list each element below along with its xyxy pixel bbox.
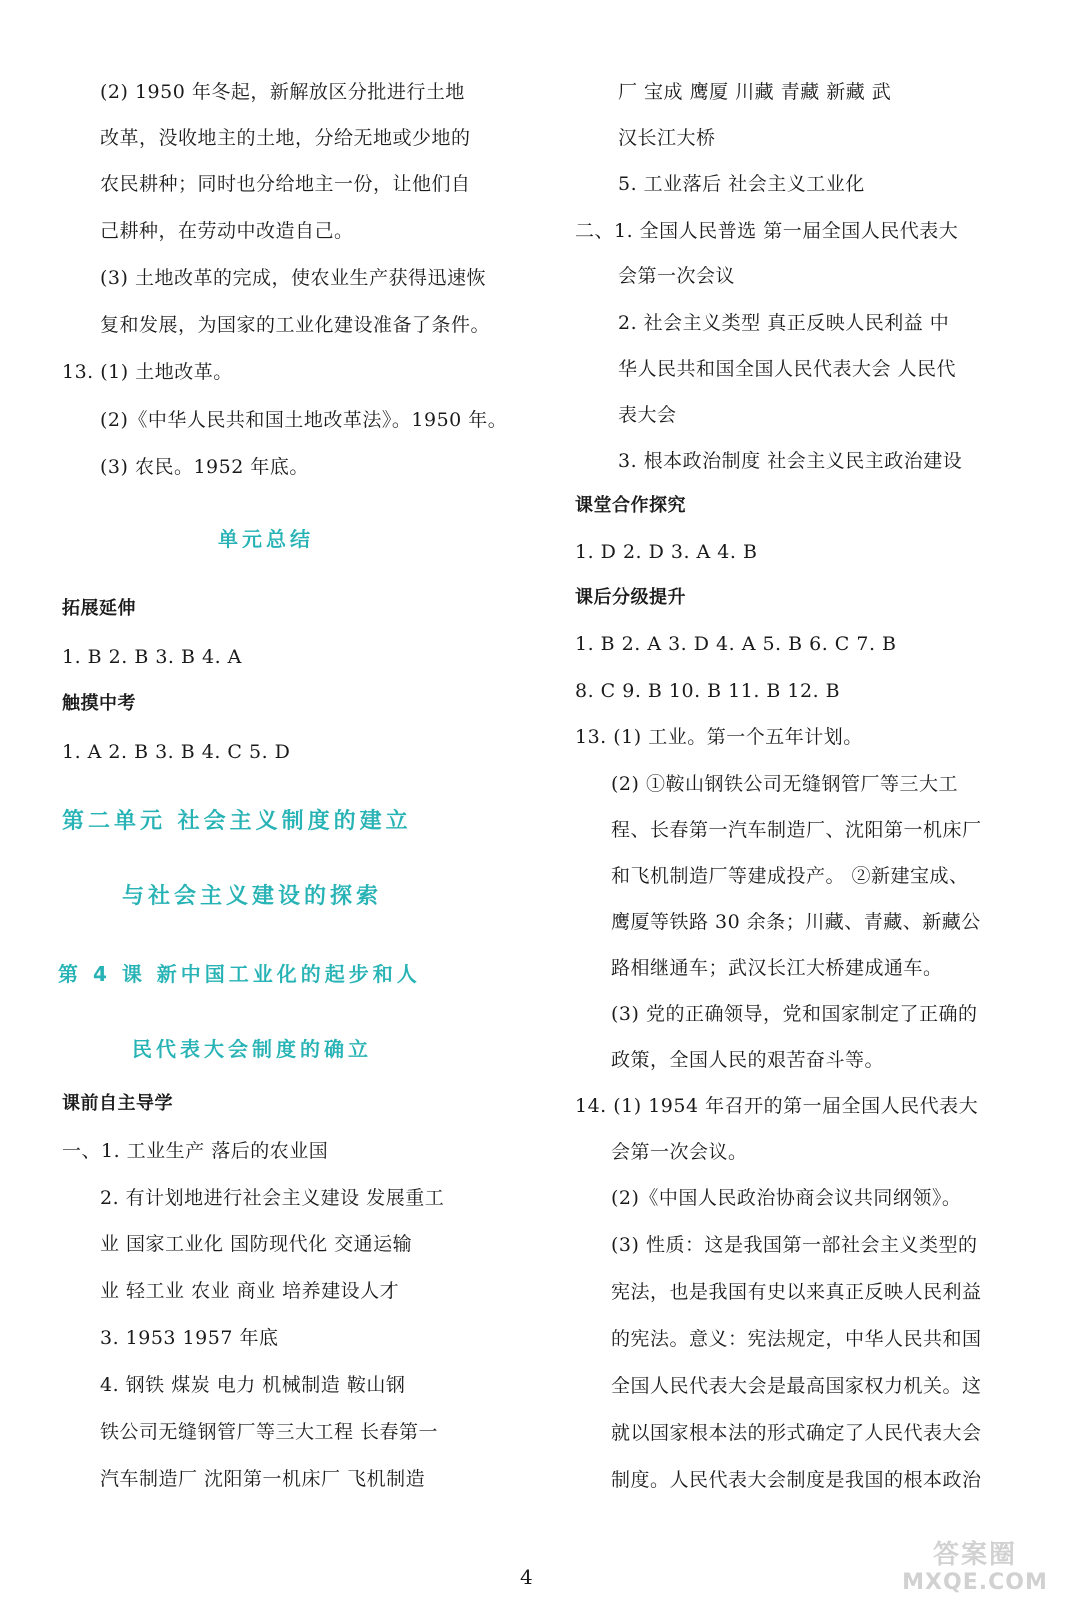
- answer-line: 1. A 2. B 3. B 4. C 5. D: [62, 741, 291, 763]
- answer-line: 1. D 2. D 3. A 4. B: [575, 541, 758, 563]
- answer-line: 全国人民代表大会是最高国家权力机关。这: [611, 1375, 982, 1397]
- section-heading-extend: 拓展延伸: [62, 598, 136, 619]
- answer-line: 铁公司无缝钢管厂等三大工程 长春第一: [100, 1421, 439, 1443]
- answer-line: 华人民共和国全国人民代表大会 人民代: [618, 358, 957, 380]
- answer-line: (2)《中华人民共和国土地改革法》。1950 年。: [100, 409, 508, 431]
- answer-line: 2. 社会主义类型 真正反映人民利益 中: [618, 312, 950, 334]
- answer-line: 的宪法。意义：宪法规定，中华人民共和国: [611, 1328, 982, 1350]
- answer-line: 就以国家根本法的形式确定了人民代表大会: [611, 1422, 982, 1444]
- answer-line: (3) 农民。1952 年底。: [100, 456, 309, 478]
- answer-line: 农民耕种；同时也分给地主一份，让他们自: [100, 173, 471, 195]
- answer-line: 2. 有计划地进行社会主义建设 发展重工: [100, 1187, 445, 1209]
- answer-line: (3) 性质：这是我国第一部社会主义类型的: [611, 1234, 978, 1256]
- section-heading-coop: 课堂合作探究: [575, 495, 686, 516]
- answer-line: 路相继通车；武汉长江大桥建成通车。: [611, 957, 943, 979]
- unit-title: 第二单元 社会主义制度的建立: [62, 809, 412, 834]
- answer-line: 13. (1) 工业。第一个五年计划。: [575, 726, 863, 748]
- answer-line: 14. (1) 1954 年召开的第一届全国人民代表大: [575, 1095, 979, 1117]
- answer-line: 汉长江大桥: [618, 127, 716, 149]
- answer-line: 1. B 2. A 3. D 4. A 5. B 6. C 7. B: [575, 633, 897, 655]
- answer-line: 鹰厦等铁路 30 余条；川藏、青藏、新藏公: [611, 911, 981, 933]
- answer-line: 13. (1) 土地改革。: [62, 361, 233, 383]
- answer-line: 政策，全国人民的艰苦奋斗等。: [611, 1049, 885, 1071]
- answer-line: 复和发展，为国家的工业化建设准备了条件。: [100, 314, 491, 336]
- answer-line: 厂 宝成 鹰厦 川藏 青藏 新藏 武: [618, 81, 892, 103]
- answer-line: (3) 党的正确领导，党和国家制定了正确的: [611, 1003, 978, 1025]
- answer-line: 1. B 2. B 3. B 4. A: [62, 646, 242, 668]
- page-number: 4: [520, 1565, 533, 1589]
- answer-line: (2) ①鞍山钢铁公司无缝钢管厂等三大工: [611, 773, 958, 795]
- answer-line: 3. 根本政治制度 社会主义民主政治建设: [618, 450, 963, 472]
- answer-line: 改革，没收地主的土地，分给无地或少地的: [100, 127, 471, 149]
- lesson-title: 第 4 课 新中国工业化的起步和人: [58, 962, 421, 986]
- answer-line: 5. 工业落后 社会主义工业化: [618, 173, 865, 195]
- answer-line: 程、长春第一汽车制造厂、沈阳第一机床厂: [611, 819, 982, 841]
- answer-line: 会第一次会议: [618, 265, 736, 287]
- answer-line: 己耕种，在劳动中改造自己。: [100, 220, 354, 242]
- section-heading-preview: 课前自主导学: [62, 1093, 173, 1114]
- answer-line: 会第一次会议。: [611, 1141, 748, 1163]
- answer-line: 一、1. 工业生产 落后的农业国: [62, 1140, 329, 1162]
- answer-line: 8. C 9. B 10. B 11. B 12. B: [575, 680, 841, 702]
- lesson-title: 民代表大会制度的确立: [132, 1037, 372, 1061]
- watermark-logo-text: 答案圈: [932, 1540, 1017, 1570]
- answer-line: 二、1. 全国人民普选 第一届全国人民代表大: [575, 220, 959, 242]
- answer-line: (2) 1950 年冬起，新解放区分批进行土地: [100, 81, 465, 103]
- answer-line: 业 国家工业化 国防现代化 交通运输: [100, 1233, 413, 1255]
- answer-line: 和飞机制造厂等建成投产。 ②新建宝成、: [611, 865, 969, 887]
- answer-line: 汽车制造厂 沈阳第一机床厂 飞机制造: [100, 1468, 426, 1490]
- answer-line: 3. 1953 1957 年底: [100, 1327, 279, 1349]
- section-heading-after: 课后分级提升: [575, 587, 686, 608]
- watermark-logo: [880, 1540, 1070, 1598]
- answer-line: 宪法，也是我国有史以来真正反映人民利益: [611, 1281, 982, 1303]
- answer-line: (2)《中国人民政治协商会议共同纲领》。: [611, 1187, 962, 1209]
- watermark-site-text: MXQE.COM: [902, 1570, 1048, 1595]
- answer-line: 业 轻工业 农业 商业 培养建设人才: [100, 1280, 400, 1302]
- answer-line: 4. 钢铁 煤炭 电力 机械制造 鞍山钢: [100, 1374, 406, 1396]
- answer-line: (3) 土地改革的完成，使农业生产获得迅速恢: [100, 267, 486, 289]
- answer-line: 制度。人民代表大会制度是我国的根本政治: [611, 1469, 982, 1491]
- section-heading-exam: 触摸中考: [62, 693, 136, 714]
- unit-summary-heading: 单元总结: [218, 527, 314, 551]
- unit-title: 与社会主义建设的探索: [122, 884, 383, 909]
- answer-line: 表大会: [618, 404, 677, 426]
